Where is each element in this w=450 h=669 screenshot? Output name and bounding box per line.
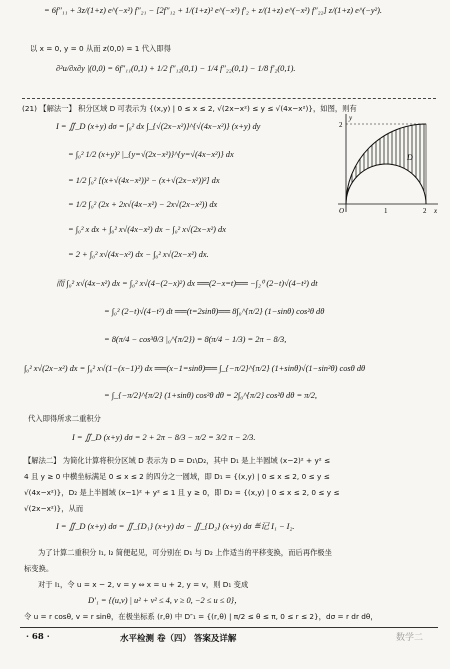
method2-line-3: √(4x−x²)}，D₂ 是上半圆域 (x−1)² + y² ≤ 1 且 y ≥ 0，即 D₂ = {(x,y) | 0 ≤ x ≤ 2, 0 ≤ y ≤: [24, 488, 340, 497]
method2-line-7: 对于 I₁，令 u = x − 2, v = y ⇔ x = u + 2, y = v，则 D₁ 变成: [38, 580, 249, 589]
region-d-figure: [334, 112, 442, 220]
equation-line-1: = 6f″₁₁ + 3z/(1+z) e^(−x²) f″₂₁ − [2f″₁₂ + 1/(1+z)² e^(−x²) f′₂ + z/(1+z) e^(−x²) f″₂₂] z/(1+z) e^(−y²).: [44, 6, 382, 15]
equation-integral-a-line-2: = ∫₀² (2−t)√(4−t²) dt ══(t=2sinθ)══ 8∫₀^{π/2} (1−sinθ) cos²θ dθ: [104, 307, 325, 316]
equation-method1-line-1: I = ∬_D (x+y) dσ = ∫₀² dx ∫_{√(2x−x²)}^{√(4x−x²)} (x+y) dy: [56, 122, 261, 131]
equation-method1-line-6: = 2 + ∫₀² x√(4x−x²) dx − ∫₀² x√(2x−x²) dx.: [68, 250, 209, 259]
y-axis-label: y: [349, 114, 353, 122]
problem-21-heading: (21) 【解法一】 积分区域 D 可表示为 {(x,y) | 0 ≤ x ≤ 2, √(2x−x²) ≤ y ≤ √(4x−x²)}，如图，则有: [22, 104, 357, 113]
method2-line-1: 【解法二】 为简化计算将积分区域 D 表示为 D = D₁\D₂，其中 D₁ 是上半圆域 (x−2)² + y² ≤: [24, 456, 331, 465]
equation-method1-line-2: = ∫₀² 1/2 (x+y)² |_{y=√(2x−x²)}^{y=√(4x−x²)} dx: [68, 150, 234, 159]
method2-line-8: D′₁ = {(u,v) | u² + v² ≤ 4, v ≥ 0, −2 ≤ u ≤ 0}，: [88, 596, 243, 605]
equation-integral-a-line-1: 而 ∫₀² x√(4x−x²) dx = ∫₀² x√(4−(2−x)²) dx ══(2−x=t)══ −∫₂⁰ (2−t)√(4−t²) dt: [56, 279, 318, 288]
method2-line-9: 令 u = r cosθ, v = r sinθ，在极坐标系 (r,θ) 中 D″₁ = {(r,θ) | π/2 ≤ θ ≤ π, 0 ≤ r ≤ 2}，dσ = r dr dθ，: [24, 612, 378, 621]
equation-integral-b-line-2: = ∫_{−π/2}^{π/2} (1+sinθ) cos²θ dθ = 2∫₀^{π/2} cos²θ dθ = π/2,: [104, 391, 317, 400]
method2-decomposition: I = ∬_D (x+y) dσ = ∬_{D₁} (x+y) dσ − ∬_{D₂} (x+y) dσ ≝记 I₁ − I₂.: [56, 522, 295, 531]
method2-line-6: 标变换。: [24, 564, 54, 573]
origin-label: O: [339, 207, 345, 215]
method2-line-2: 4 且 y ≥ 0 中横坐标满足 0 ≤ x ≤ 2 的四分之一圆域，即 D₁ = {(x,y) | 0 ≤ x ≤ 2, 0 ≤ y ≤: [24, 472, 330, 481]
y-tick-2: 2: [339, 121, 343, 129]
footer-title: 水平检测 卷（四） 答案及详解: [120, 634, 237, 644]
x-tick-1: 1: [384, 207, 388, 215]
method2-line-4: √(2x−x²)}，从而: [24, 504, 84, 513]
equation-method1-line-5: = ∫₀² x dx + ∫₀² x√(4x−x²) dx − ∫₀² x√(2x−x²) dx: [68, 225, 226, 234]
footer-divider: [20, 627, 438, 628]
method2-line-5: 为了计算二重积分 I₁, I₂ 简便起见，可分别在 D₁ 与 D₂ 上作适当的平移变换，而后再作极坐: [38, 548, 332, 557]
x-tick-2: 2: [423, 207, 427, 215]
equation-final-result: I = ∬_D (x+y) dσ = 2 + 2π − 8/3 − π/2 = 3/2 π − 2/3.: [72, 433, 256, 442]
text-line-substitution: 以 x = 0, y = 0 从而 z(0,0) = 1 代入即得: [30, 44, 171, 53]
text-substitute-result: 代入即得所求二重积分: [28, 414, 101, 423]
equation-integral-b-line-1: ∫₀² x√(2x−x²) dx = ∫₀² x√(1−(x−1)²) dx ══(x−1=sinθ)══ ∫_{−π/2}^{π/2} (1+sinθ)√(1−sin²θ) cosθ dθ: [24, 364, 366, 373]
equation-integral-a-line-3: = 8(π/4 − cos³θ/3 |₀^{π/2}) = 8(π/4 − 1/3) = 2π − 8/3,: [104, 335, 287, 344]
x-axis-label: x: [434, 207, 438, 215]
equation-method1-line-3: = 1/2 ∫₀² [(x+√(4x−x²))² − (x+√(2x−x²))²] dx: [68, 176, 220, 185]
region-label: D: [407, 153, 413, 162]
page-number: · 68 ·: [26, 632, 50, 642]
equation-method1-line-4: = 1/2 ∫₀² (2x + 2x√(4x−x²) − 2x√(2x−x²)) dx: [68, 200, 218, 209]
equation-line-mixed-partial: ∂²u/∂x∂y |(0,0) = 6f″₁₁(0,1) + 1/2 f″₁₂(0,1) − 1/4 f″₂₂(0,1) − 1/8 f′₂(0,1).: [56, 64, 296, 73]
section-divider: [22, 98, 436, 99]
subject-badge: 数学二: [396, 633, 424, 643]
